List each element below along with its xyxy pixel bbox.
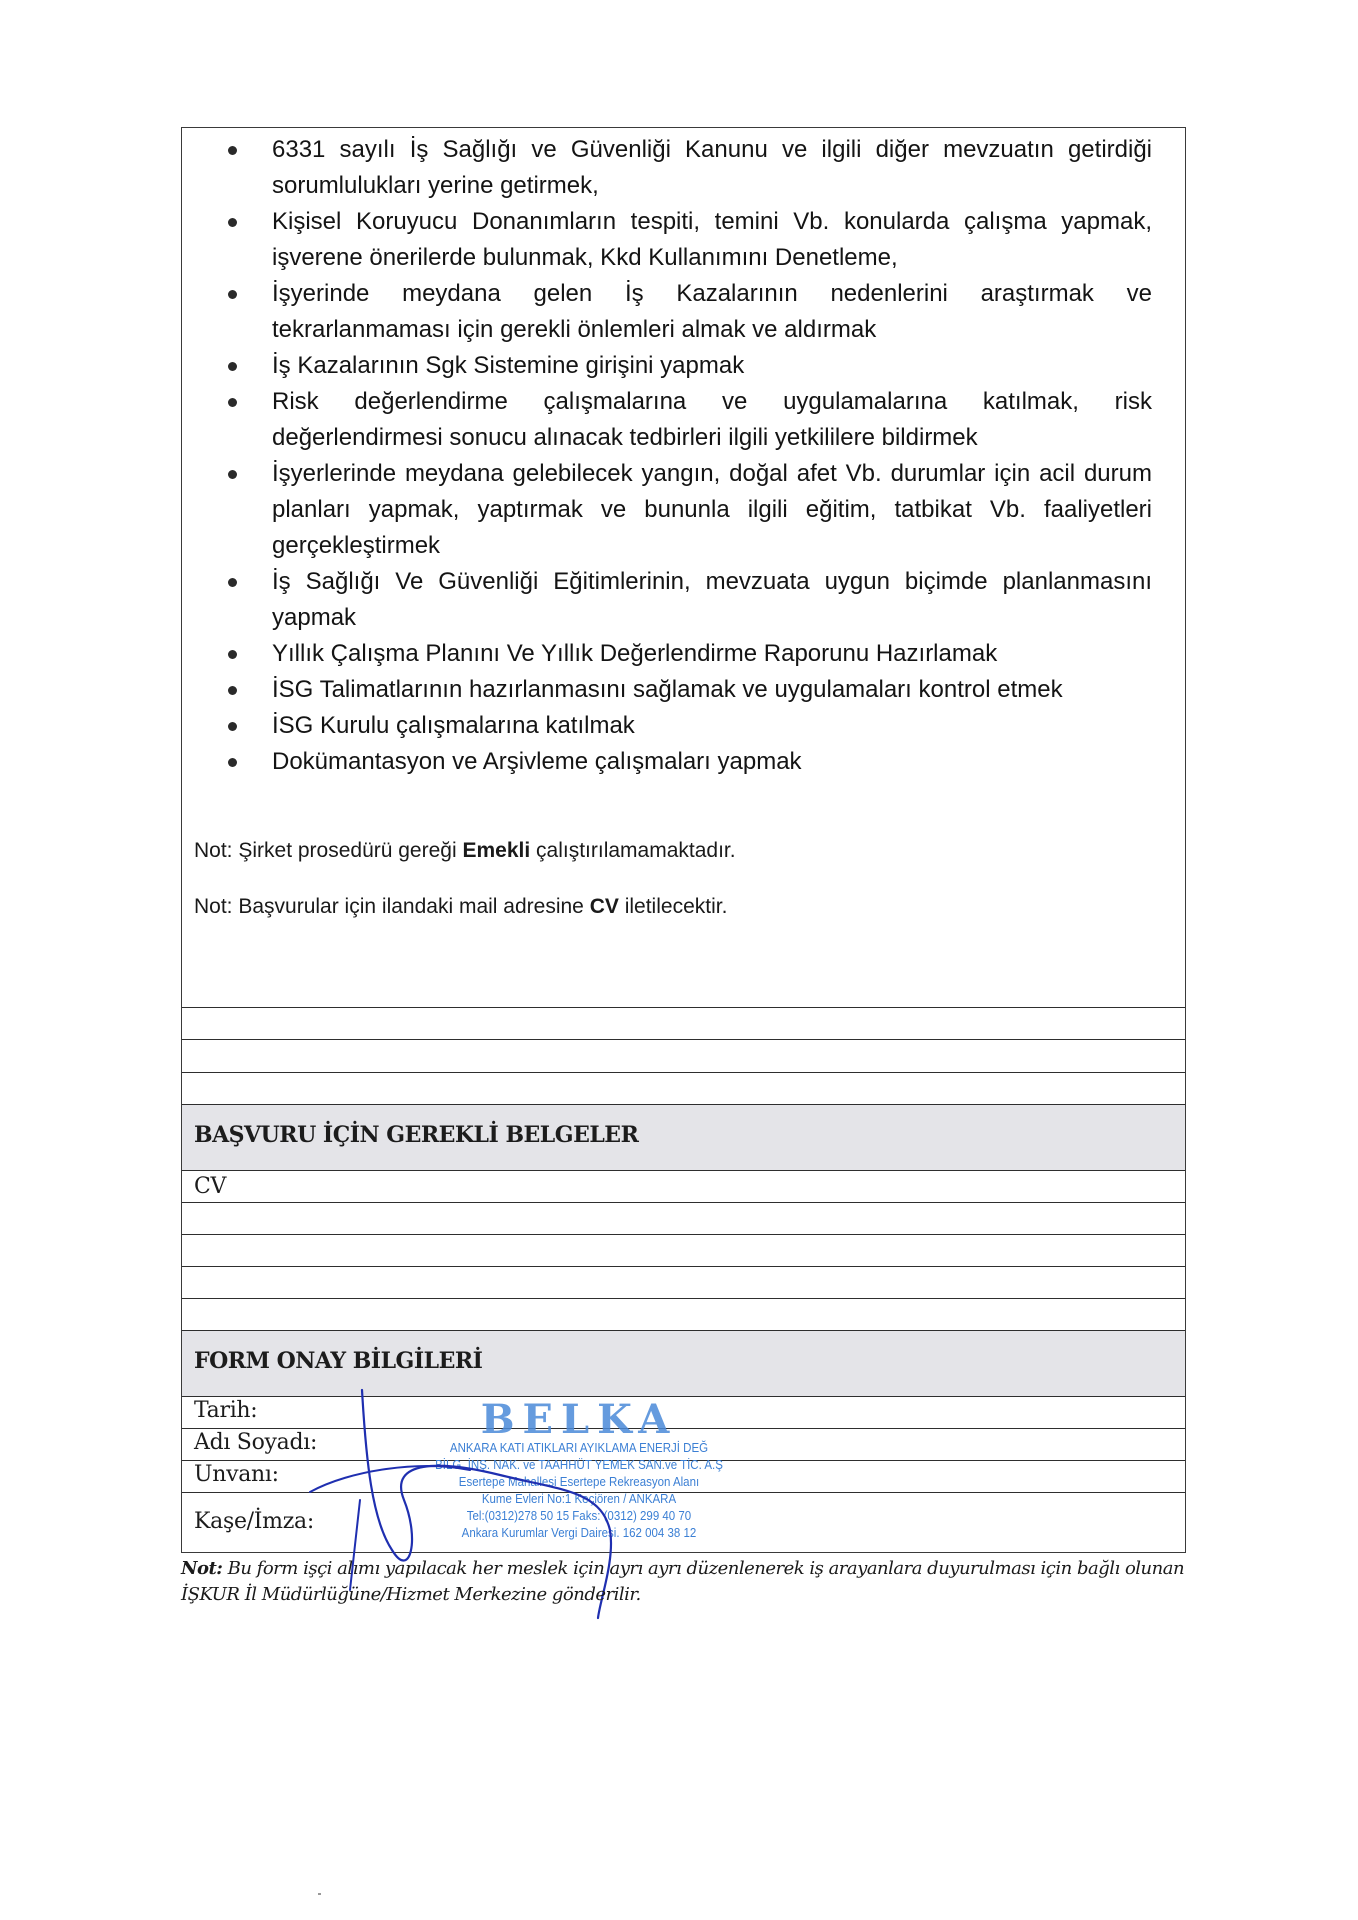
row-divider bbox=[182, 1202, 1185, 1203]
note-retirees: Not: Şirket prosedürü gereği Emekli çalıştırılamamaktadır. bbox=[194, 839, 736, 862]
bullet-icon bbox=[228, 578, 237, 587]
documents-section-header bbox=[182, 1104, 1185, 1170]
row-divider bbox=[182, 1104, 1185, 1105]
date-field-label: Tarih: bbox=[194, 1398, 258, 1423]
row-divider bbox=[182, 1298, 1185, 1299]
bullet-icon bbox=[228, 146, 237, 155]
document-row-cv: CV bbox=[194, 1174, 227, 1199]
scan-speck bbox=[318, 1893, 321, 1895]
duty-item: İSG Kurulu çalışmalarına katılmak bbox=[272, 708, 1152, 744]
approval-section-title: FORM ONAY BİLGİLERİ bbox=[194, 1348, 483, 1374]
duty-item: İş Kazalarının Sgk Sistemine girişini yapmak bbox=[272, 348, 1152, 384]
bullet-icon bbox=[228, 290, 237, 299]
approval-section-header bbox=[182, 1330, 1185, 1396]
duty-item: Risk değerlendirme çalışmalarına ve uygulamalarına katılmak, risk değerlendirmesi sonucu alınacak tedbirleri ilgili yetkililere bildirmek bbox=[272, 384, 1152, 456]
row-divider bbox=[182, 1007, 1185, 1008]
duty-item: 6331 sayılı İş Sağlığı ve Güvenliği Kanunu ve ilgili diğer mevzuatın getirdiği sorumlulukları yerine getirmek, bbox=[272, 132, 1152, 204]
bullet-icon bbox=[228, 758, 237, 767]
bullet-icon bbox=[228, 470, 237, 479]
bullet-icon bbox=[228, 686, 237, 695]
stamp-signature-label: Kaşe/İmza: bbox=[194, 1509, 314, 1534]
bullet-icon bbox=[228, 650, 237, 659]
row-divider bbox=[182, 1039, 1185, 1040]
duty-item: İşyerlerinde meydana gelebilecek yangın, doğal afet Vb. durumlar için acil durum planları yapmak, yaptırmak ve bununla ilgili eğitim, tatbikat Vb. faaliyetleri gerçekleştirmek bbox=[272, 456, 1152, 564]
bullet-icon bbox=[228, 398, 237, 407]
documents-section-title: BAŞVURU İÇİN GEREKLİ BELGELER bbox=[194, 1122, 639, 1148]
company-stamp: BELKA ANKARA KATI ATIKLARI AYIKLAMA ENERJİ DEĞ BİLG. İNŞ. NAK. ve TAAHHÜT YEMEK SAN.ve TİC. A.Ş Esertepe Mahallesi Esertepe Rekreasyon Alanı Kume Evleri No:1 Keçiören / ANKARA Tel:(0312)278 50 15 Faks: (0312) 299 40 70 Ankara Kurumlar Vergi Dairesi. 162 004 38 12 bbox=[404, 1400, 754, 1542]
form-footnote: Not: Bu form işçi alımı yapılacak her meslek için ayrı ayrı düzenlenerek iş arayanlara duyurulması için bağlı olunan İŞKUR İl Müdürlüğüne/Hizmet Merkezine gönderilir. bbox=[181, 1558, 1185, 1605]
job-posting-form-table bbox=[181, 127, 1186, 1553]
note-cv-submission: Not: Başvurular için ilandaki mail adresine CV iletilecektir. bbox=[194, 895, 728, 918]
stamp-brand: BELKA bbox=[480, 1396, 678, 1443]
duty-item: Dokümantasyon ve Arşivleme çalışmaları yapmak bbox=[272, 744, 1152, 780]
title-field-label: Unvanı: bbox=[194, 1462, 279, 1487]
row-divider bbox=[182, 1396, 1185, 1397]
duty-item: İşyerinde meydana gelen İş Kazalarının nedenlerini araştırmak ve tekrarlanmaması için gerekli önlemleri almak ve aldırmak bbox=[272, 276, 1152, 348]
bullet-icon bbox=[228, 362, 237, 371]
row-divider bbox=[182, 1234, 1185, 1235]
duty-item: İş Sağlığı Ve Güvenliği Eğitimlerinin, mevzuata uygun biçimde planlanmasını yapmak bbox=[272, 564, 1152, 636]
name-field-label: Adı Soyadı: bbox=[194, 1430, 318, 1455]
row-divider bbox=[182, 1266, 1185, 1267]
bullet-icon bbox=[228, 722, 237, 731]
duty-item: Kişisel Koruyucu Donanımların tespiti, temini Vb. konularda çalışma yapmak, işverene önerilerde bulunmak, Kkd Kullanımını Denetleme, bbox=[272, 204, 1152, 276]
duty-item: Yıllık Çalışma Planını Ve Yıllık Değerlendirme Raporunu Hazırlamak bbox=[272, 636, 1152, 672]
duty-item: İSG Talimatlarının hazırlanmasını sağlamak ve uygulamaları kontrol etmek bbox=[272, 672, 1152, 708]
row-divider bbox=[182, 1330, 1185, 1331]
row-divider bbox=[182, 1072, 1185, 1073]
row-divider bbox=[182, 1170, 1185, 1171]
bullet-icon bbox=[228, 218, 237, 227]
